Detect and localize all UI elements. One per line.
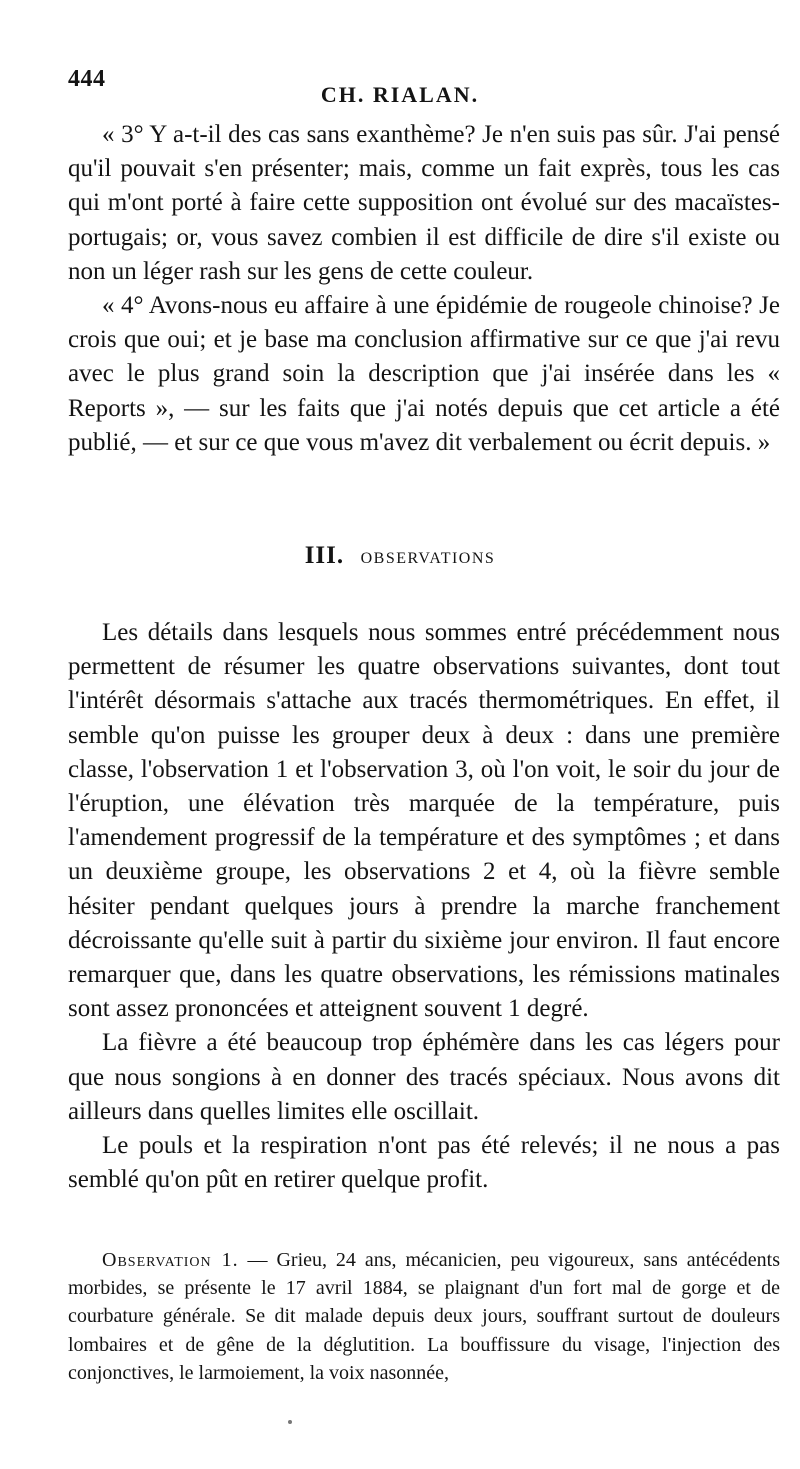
paragraph-fever: La fièvre a été beaucoup trop éphémère dans les cas légers pour que nous songions à en donner des tracés spéciaux. Nous avons dit ailleurs dans quelles limites elle oscillait. — [68, 1029, 780, 1125]
paragraph-question-4: « 4° Avons-nous eu affaire à une épidémie de rougeole chinoise? Je crois que oui; et je base ma conclusion affirmative sur ce que j'ai revu avec le plus grand soin la description que j'ai insérée dans les « Reports », — sur les faits que j'ai notés depuis que cet article a été publié, — et sur ce que vous m'avez dit verbalement ou écrit depuis. » — [68, 292, 780, 456]
page-number: 444 — [68, 66, 106, 92]
observation-text: — Grieu, 24 ans, mécanicien, peu vigoureux, sans antécédents morbides, se présente le 17 avril 1884, se plaignant d'un fort mal de gorge et de courbature générale. Se dit malade depuis deux jours, souffrant surtout de douleurs lombaires et de gêne de la déglutition. La bouffissure du visage, l'injection des conjonctives, le larmoiement, la voix nasonnée, — [68, 1249, 780, 1384]
paragraph-question-3: « 3° Y a-t-il des cas sans exanthème? Je n'en suis pas sûr. J'ai pensé qu'il pouvait s'en présenter; mais, comme un fait exprès, tous les cas qui m'ont porté à faire cette supposition ont évolué sur des macaïstes-portugais; or, vous savez combien il est difficile de dire s'il existe ou non un léger rash sur les gens de cette couleur. — [68, 121, 780, 285]
section-heading — [0, 542, 800, 570]
observation-note — [68, 1246, 780, 1387]
paragraph-summary: Les détails dans lesquels nous sommes entré précédemment nous permettent de résumer les quatre observations suivantes, dont tout l'intérêt désormais s'attache aux tracés thermométriques. En effet, il semble qu'on puisse les grouper deux à deux : dans une première classe, l'observation 1 et l'observation 3, où l'on voit, le soir du jour de l'éruption, une élévation très marquée de la température, puis l'amendement progressif de la température et des symptômes ; et dans un deuxième groupe, les observations 2 et 4, où la fièvre semble hésiter pendant quelques jours à prendre la marche franchement décroissante qu'elle suit à partir du sixième jour environ. Il faut encore remarquer que, dans les quatre observations, les rémissions matinales sont assez prononcées et atteignent souvent 1 degré. — [68, 619, 780, 1023]
section-title: OBSERVATIONS — [360, 550, 496, 567]
ink-speck — [288, 1420, 292, 1424]
section-number: III. — [304, 542, 345, 569]
observation-label: Observation 1. — [102, 1249, 239, 1271]
running-head: CH. RIALAN. — [320, 82, 480, 107]
letter-quotation-block — [68, 118, 780, 460]
paragraph-pulse: Le pouls et la respiration n'ont pas été relevés; il ne nous a pas semblé qu'on pût en retirer quelque profit. — [68, 1132, 780, 1194]
observation-1-paragraph — [68, 1246, 780, 1387]
observations-body — [68, 616, 780, 1197]
